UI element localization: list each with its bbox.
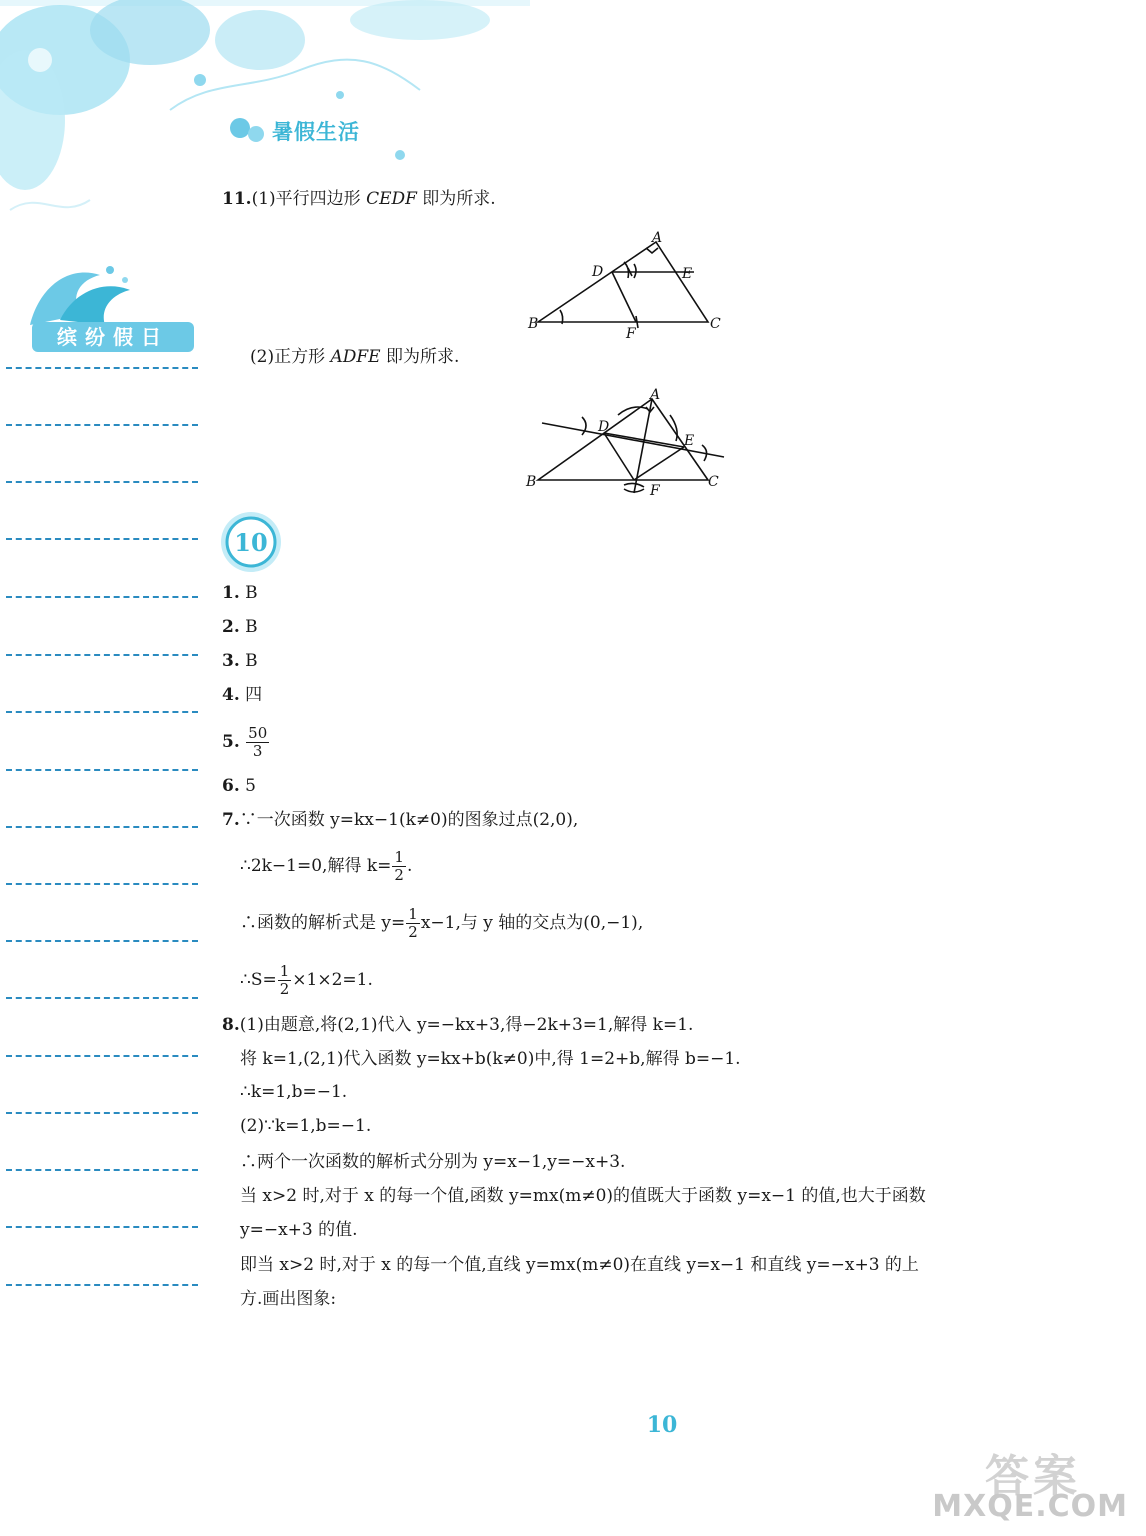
answer-row [222,775,256,797]
q11-part1 [222,188,496,210]
fig2-label-D: D [598,419,610,435]
page-number: 10 [646,1412,678,1438]
fig1-label-C: C [710,316,721,332]
fraction-denominator: 2 [279,980,290,998]
fig1-label-F: F [626,326,636,342]
note-line [6,940,198,942]
floral-decoration [0,0,530,260]
fraction-numerator: 50 [248,724,268,742]
note-line [6,654,198,656]
note-line [6,997,198,999]
fraction-numerator: 1 [394,848,404,866]
note-line [6,1112,198,1114]
note-line [6,1169,198,1171]
fig2-label-A: A [650,387,661,403]
q7-text-4b: ×1×2=1. [292,970,373,990]
q7-fraction-4 [278,963,292,998]
q8-line-3: ∴k=1,b=−1. [240,1082,348,1102]
q8-line-6: 当 x>2 时,对于 x 的每一个值,函数 y=mx(m≠0)的值既大于函数 y=x−1 的值,也大于函数 [240,1186,926,1206]
section-number: 10 [234,528,268,557]
q8-text-1: (1)由题意,将(2,1)代入 y=−kx+3,得−2k+3=1,解得 k=1. [239,1015,694,1035]
note-line [6,826,198,828]
fraction-numerator: 1 [279,962,290,980]
note-line [6,1226,198,1228]
q7-text-2b: . [406,856,413,876]
answer-number: 2. [222,617,240,637]
note-line [6,424,198,426]
q8-line-4: (2)∵k=1,b=−1. [240,1116,372,1136]
note-line [6,711,198,713]
answer-text: B [245,651,258,671]
fraction-denominator: 2 [408,923,418,941]
answer-number: 1. [222,583,240,603]
watermark-url: MXQE.COM [932,1489,1128,1524]
q8-line-2: 将 k=1,(2,1)代入函数 y=kx+b(k≠0)中,得 1=2+b,解得 b=−1. [240,1049,741,1069]
answer-number: 3. [222,651,240,671]
fig2-label-C: C [708,474,719,490]
answer-row [222,582,258,604]
q7-line-4 [240,960,373,1000]
fraction-denominator: 2 [394,866,404,884]
answer-row [222,650,258,672]
q11-part1-var: CEDF [366,189,417,209]
q7-text-1: ∵一次函数 y=kx−1(k≠0)的图象过点(2,0), [239,810,579,830]
fig2-label-E: E [684,433,695,449]
q11-part1-text: (1)平行四边形 [251,189,367,209]
q7-text-2a: ∴2k−1=0,解得 k= [240,856,392,876]
watermark-logo: 答案 [985,1451,1081,1502]
q8-line-8: 即当 x>2 时,对于 x 的每一个值,直线 y=mx(m≠0)在直线 y=x−1 和直线 y=−x+3 的上 [240,1255,919,1275]
q8-line-1 [222,1014,693,1036]
fig1-label-E: E [682,266,693,282]
question-number: 8. [222,1015,240,1035]
q11-figure-1 [520,228,730,343]
q8-line-7: y=−x+3 的值. [240,1220,358,1240]
q7-fraction-2 [392,849,406,884]
answer-number: 6. [222,776,240,796]
fig1-label-D: D [592,264,604,280]
header-title: 暑假生活 [272,120,360,144]
fraction-denominator: 3 [252,742,263,760]
answer-text: 四 [245,685,263,705]
q7-line-1 [222,809,578,831]
note-line [6,538,198,540]
q8-line-9: 方.画出图象: [240,1289,337,1309]
answer-row [222,684,262,706]
q11-part2-var: ADFE [330,347,381,367]
note-line [6,1284,198,1286]
fraction-numerator: 1 [408,905,418,923]
note-line [6,883,198,885]
q11-part1-end: 即为所求. [416,189,496,209]
answer-text: 5 [245,776,256,796]
q8-line-5: ∴两个一次函数的解析式分别为 y=x−1,y=−x+3. [240,1152,626,1172]
q7-text-3a: ∴函数的解析式是 y= [240,913,406,933]
answer-row [222,722,270,762]
answer-text: B [245,617,258,637]
answer-row [222,616,258,638]
q7-text-4a: ∴S= [240,970,277,990]
fig1-label-A: A [652,230,663,246]
q11-figure-2 [520,385,730,505]
answer-fraction [246,725,269,760]
q11-part2 [250,346,459,368]
q7-text-3b: x−1,与 y 轴的交点为(0,−1), [420,913,644,933]
answer-number: 5. [222,732,240,752]
question-number: 11. [222,189,252,209]
fig2-label-F: F [650,483,660,499]
note-line [6,596,198,598]
fig2-label-B: B [526,474,537,490]
answer-number: 4. [222,685,240,705]
q11-part2-end: 即为所求. [380,347,460,367]
sidebar-badge: 缤纷假日 [32,322,194,352]
note-line [6,367,198,369]
answer-text: B [245,583,258,603]
q11-part2-text: (2)正方形 [250,347,331,367]
q7-line-3 [240,903,643,943]
note-line [6,769,198,771]
section-badge [220,511,282,573]
note-line [6,1055,198,1057]
fig1-label-B: B [528,316,539,332]
note-line [6,481,198,483]
question-number: 7. [222,810,240,830]
q7-fraction-3 [406,906,420,941]
q7-line-2 [240,846,412,886]
